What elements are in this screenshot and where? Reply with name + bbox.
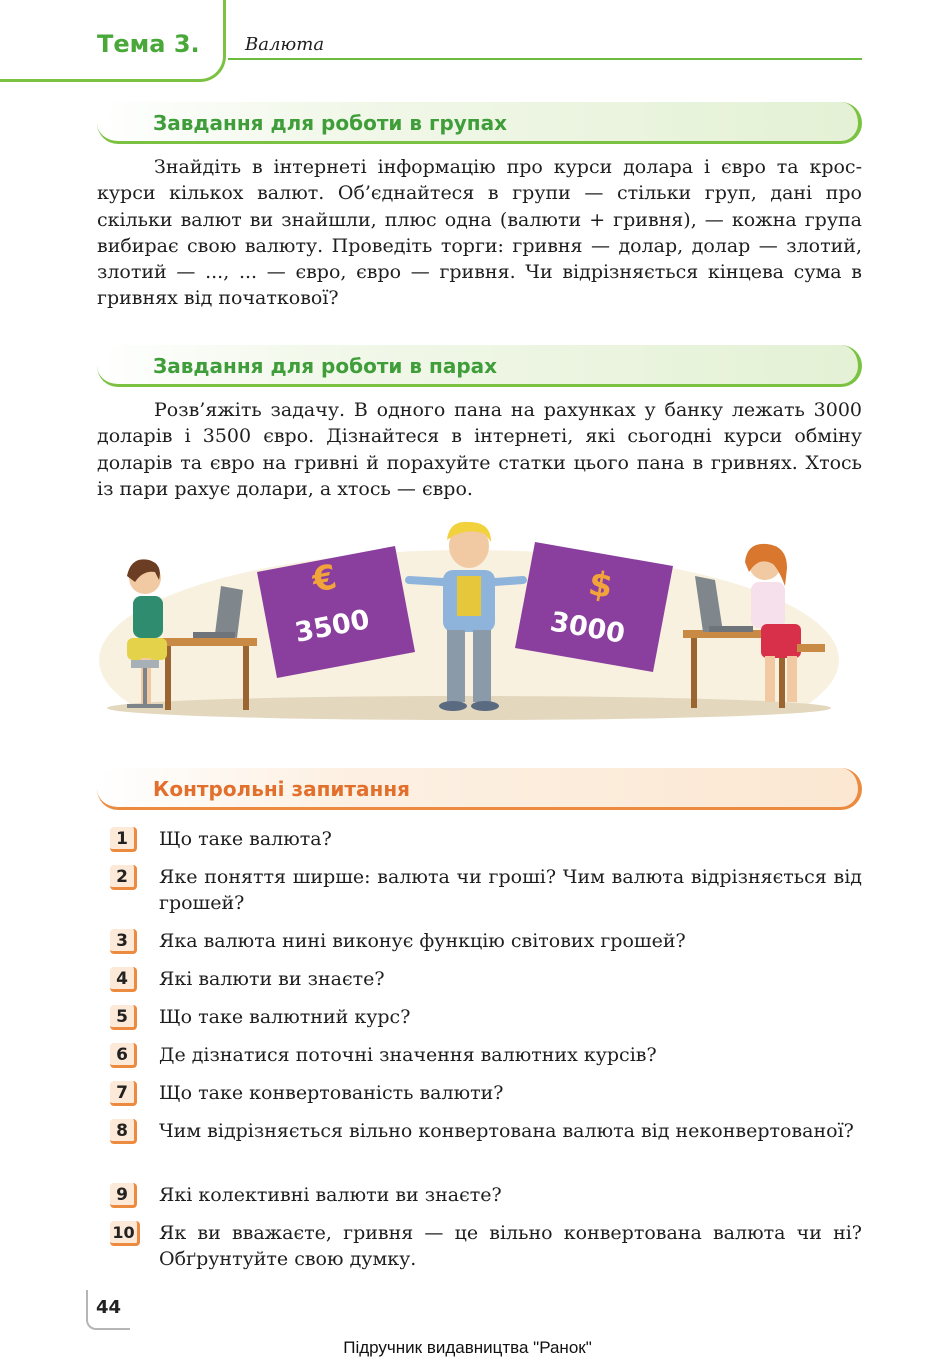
- topic-label: Тема 3.: [97, 30, 200, 58]
- question-text: Що таке валютний курс?: [159, 1006, 411, 1028]
- question-text: Де дізнатися поточні значення валютних курсів?: [159, 1044, 657, 1066]
- question-text: Що таке валюта?: [159, 828, 332, 850]
- publisher-note: Підручник видавництва "Ранок": [343, 1338, 592, 1357]
- question-text: Що таке конвертованість валюти?: [159, 1082, 504, 1104]
- header-rule: [228, 58, 862, 60]
- group-task-text: Знайдіть в інтернеті інформацію про курси долара і євро та крос-курси кількох валют. Об’єднайтеся в групи — стільки груп, дані про скільки валют ви знайшли, плюс одна (валюти + гривня), — кожна група вибирає свою валюту. Проведіть торги: гривня — долар, долар — злотий, злотий — ..., ... — євро, євро — гривня. Чи відрізняється кінцева сума в гривнях від початкової?: [97, 156, 862, 310]
- questions-banner: [97, 768, 862, 810]
- illustration-svg: [97, 520, 842, 732]
- pair-task-banner: [97, 345, 862, 387]
- page-number: 44: [96, 1297, 122, 1318]
- questions-title: Контрольні запитання: [153, 777, 411, 801]
- group-task-title: Завдання для роботи в групах: [153, 111, 508, 135]
- question-number: 1: [110, 827, 137, 852]
- question-number: 8: [110, 1119, 137, 1144]
- question-text: Чим відрізняється вільно конвертована валюта від неконвертованої?: [159, 1120, 854, 1142]
- euro-amount: 3500: [292, 604, 373, 649]
- question-number: 10: [110, 1221, 140, 1246]
- question-text: Які колективні валюти ви знаєте?: [159, 1184, 502, 1206]
- question-number: 6: [110, 1043, 137, 1068]
- question-number: 4: [110, 967, 137, 992]
- question-text: Яке поняття ширше: валюта чи гроші? Чим валюта відрізняється від грошей?: [159, 866, 862, 914]
- dollar-amount: 3000: [547, 606, 628, 650]
- question-text: Яка валюта нині виконує функцію світових грошей?: [159, 930, 686, 952]
- question-number: 5: [110, 1005, 137, 1030]
- question-number: 9: [110, 1183, 137, 1208]
- topic-title: Валюта: [245, 34, 325, 55]
- illustration: [97, 520, 842, 732]
- pair-task-text: Розв’яжіть задачу. В одного пана на рахунках у банку лежать 3000 доларів і 3500 євро. Дізнайтеся в інтернеті, які сьогодні курси обміну доларів та євро на гривні й порахуйте статки цього пана в гривнях. Хтось із пари рахує долари, а хтось — євро.: [97, 399, 862, 500]
- question-number: 3: [110, 929, 137, 954]
- dollar-symbol: $: [585, 563, 616, 607]
- question-number: 2: [110, 865, 137, 890]
- pair-task-title: Завдання для роботи в парах: [153, 354, 498, 378]
- question-number: 7: [110, 1081, 137, 1106]
- question-text: Які валюти ви знаєте?: [159, 968, 385, 990]
- group-task-banner: [97, 102, 862, 144]
- question-text: Як ви вважаєте, гривня — це вільно конвертована валюта чи ні? Обґрунтуйте свою думку.: [159, 1222, 862, 1270]
- euro-symbol: €: [309, 557, 340, 601]
